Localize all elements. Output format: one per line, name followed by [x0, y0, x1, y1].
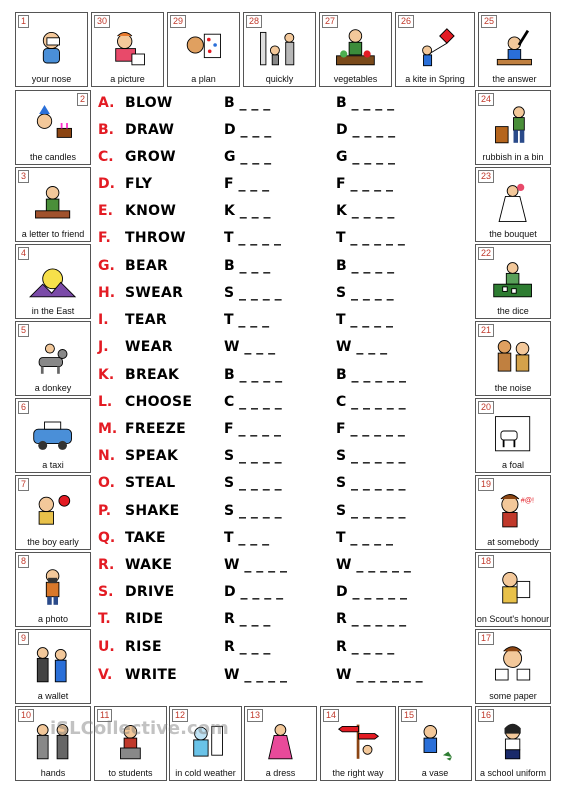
past-participle-blank: F _ _ _ _	[336, 176, 394, 192]
past-simple-blank: B _ _ _	[224, 258, 271, 274]
verb-letter: R.	[98, 557, 115, 573]
verb-base: RISE	[125, 639, 162, 655]
draw-plan-illustration	[175, 27, 232, 72]
picture-card-6	[15, 398, 91, 473]
verb-base: WRITE	[125, 667, 178, 683]
swear-at-somebody-illustration	[483, 490, 542, 535]
grow-quickly-illustration	[251, 27, 308, 72]
past-participle-blank: W _ _ _ _ _ _	[336, 667, 423, 683]
card-caption: in cold weather	[175, 768, 236, 778]
verb-letter: U.	[98, 639, 115, 655]
past-simple-blank: R _ _ _	[224, 639, 271, 655]
card-number: 16	[478, 709, 494, 722]
scout-honour-illustration	[483, 567, 542, 612]
verb-base: RIDE	[125, 611, 164, 627]
ride-donkey-illustration	[23, 336, 82, 381]
verb-letter: O.	[98, 475, 115, 491]
past-participle-blank: D _ _ _ _ _	[336, 584, 407, 600]
past-simple-blank: T _ _ _	[224, 312, 270, 328]
card-caption: quickly	[265, 74, 294, 84]
blow-candles-illustration	[23, 105, 82, 150]
card-caption: to students	[108, 768, 153, 778]
past-participle-blank: B _ _ _ _	[336, 258, 395, 274]
card-number: 29	[170, 15, 186, 28]
picture-card-13	[244, 706, 317, 781]
picture-card-25	[478, 12, 551, 87]
verb-base: TEAR	[125, 312, 167, 328]
card-number: 1	[18, 15, 29, 28]
break-vase-illustration	[406, 721, 464, 766]
verb-letter: C.	[98, 149, 114, 165]
card-number: 7	[18, 478, 29, 491]
verb-base: FLY	[125, 176, 153, 192]
verb-letter: B.	[98, 122, 114, 138]
throw-bouquet-illustration	[483, 182, 542, 227]
card-number: 4	[18, 247, 29, 260]
choose-dress-illustration	[252, 721, 309, 766]
card-caption: a vase	[421, 768, 449, 778]
verb-letter: V.	[98, 667, 113, 683]
verb-row	[98, 421, 468, 441]
past-participle-blank: B _ _ _ _	[336, 95, 395, 111]
picture-card-27	[319, 12, 392, 87]
card-caption: a wallet	[37, 691, 69, 701]
past-participle-blank: T _ _ _ _	[336, 312, 394, 328]
past-simple-blank: K _ _ _	[224, 203, 271, 219]
verb-row	[98, 448, 468, 468]
verb-row	[98, 394, 468, 414]
picture-card-8	[15, 552, 91, 627]
card-number: 26	[398, 15, 414, 28]
picture-card-29	[167, 12, 240, 87]
verb-row	[98, 122, 468, 142]
verb-base: SPEAK	[125, 448, 179, 464]
past-simple-blank: T _ _ _ _	[224, 230, 282, 246]
past-simple-blank: D _ _ _	[224, 122, 272, 138]
past-simple-blank: W _ _ _	[224, 339, 276, 355]
card-caption: the noise	[494, 383, 532, 393]
picture-card-16	[475, 706, 551, 781]
card-number: 10	[18, 709, 34, 722]
shake-dice-illustration	[483, 259, 542, 304]
past-participle-blank: C _ _ _ _ _	[336, 394, 406, 410]
card-number: 12	[172, 709, 188, 722]
picture-card-7	[15, 475, 91, 550]
card-caption: a dress	[265, 768, 296, 778]
past-simple-blank: W _ _ _ _	[224, 667, 287, 683]
past-simple-blank: R _ _ _	[224, 611, 271, 627]
card-caption: a picture	[110, 74, 145, 84]
past-participle-blank: R _ _ _ _	[336, 639, 395, 655]
card-number: 18	[478, 555, 494, 568]
card-number: 14	[323, 709, 339, 722]
card-caption: in the East	[31, 306, 75, 316]
wear-uniform-illustration	[483, 721, 542, 766]
verb-base: WEAR	[125, 339, 173, 355]
drive-taxi-illustration	[23, 413, 82, 458]
picture-card-19	[475, 475, 551, 550]
verb-row	[98, 339, 468, 359]
card-caption: some paper	[489, 691, 537, 701]
verb-row	[98, 258, 468, 278]
picture-card-2	[15, 90, 91, 165]
verb-row	[98, 95, 468, 115]
verb-letter: J.	[98, 339, 109, 355]
card-number: 30	[94, 15, 110, 28]
choose-right-way-illustration	[328, 721, 387, 766]
past-simple-blank: T _ _ _	[224, 530, 270, 546]
card-number: 20	[478, 401, 494, 414]
picture-card-3	[15, 167, 91, 242]
card-number: 2	[77, 93, 88, 106]
past-simple-blank: G _ _ _	[224, 149, 272, 165]
take-photo-illustration	[23, 567, 82, 612]
sunrise-illustration	[23, 259, 82, 304]
past-simple-blank: C _ _ _ _	[224, 394, 282, 410]
card-caption: a foal	[501, 460, 525, 470]
svg-text:#@!: #@!	[521, 495, 535, 505]
throw-rubbish-illustration	[483, 105, 542, 150]
verb-row	[98, 557, 468, 577]
card-number: 19	[478, 478, 494, 491]
past-participle-blank: S _ _ _ _ _	[336, 503, 406, 519]
card-caption: the dice	[497, 306, 529, 316]
verb-letter: G.	[98, 258, 115, 274]
card-caption: on Scout's honour	[476, 614, 550, 624]
watermark: iSLCollective.com	[50, 718, 229, 739]
picture-card-24	[475, 90, 551, 165]
verb-base: CHOOSE	[125, 394, 193, 410]
verb-base: FREEZE	[125, 421, 186, 437]
past-participle-blank: T _ _ _ _ _	[336, 230, 405, 246]
past-participle-blank: S _ _ _ _ _	[336, 475, 406, 491]
verb-letter: F.	[98, 230, 111, 246]
verb-row	[98, 285, 468, 305]
verb-row	[98, 639, 468, 659]
past-simple-blank: W _ _ _ _	[224, 557, 287, 573]
verb-row	[98, 611, 468, 631]
past-participle-blank: K _ _ _ _	[336, 203, 395, 219]
picture-card-30	[91, 12, 164, 87]
past-participle-blank: B _ _ _ _ _	[336, 367, 407, 383]
card-number: 6	[18, 401, 29, 414]
card-number: 17	[478, 632, 494, 645]
know-answer-illustration	[486, 27, 543, 72]
card-caption: vegetables	[333, 74, 378, 84]
verb-row	[98, 230, 468, 250]
tear-paper-illustration	[483, 644, 542, 689]
past-simple-blank: B _ _ _	[224, 95, 271, 111]
card-number: 24	[478, 93, 494, 106]
verb-row	[98, 149, 468, 169]
past-participle-blank: F _ _ _ _ _	[336, 421, 405, 437]
picture-card-28	[243, 12, 316, 87]
past-simple-blank: B _ _ _ _	[224, 367, 283, 383]
verb-row	[98, 312, 468, 332]
write-letter-illustration	[23, 182, 82, 227]
picture-card-20	[475, 398, 551, 473]
card-caption: a donkey	[34, 383, 72, 393]
verb-letter: A.	[98, 95, 115, 111]
verb-letter: P.	[98, 503, 112, 519]
verb-base: DRIVE	[125, 584, 175, 600]
past-participle-blank: R _ _ _ _ _	[336, 611, 407, 627]
verb-row	[98, 475, 468, 495]
fly-kite-illustration	[404, 27, 466, 72]
card-caption: at somebody	[487, 537, 539, 547]
verb-base: SWEAR	[125, 285, 184, 301]
verb-row	[98, 367, 468, 387]
card-number: 13	[247, 709, 263, 722]
card-number: 9	[18, 632, 29, 645]
verb-letter: S.	[98, 584, 114, 600]
verb-base: GROW	[125, 149, 176, 165]
card-number: 28	[246, 15, 262, 28]
past-simple-blank: S _ _ _ _	[224, 285, 282, 301]
past-simple-blank: F _ _ _ _	[224, 421, 282, 437]
card-number: 5	[18, 324, 29, 337]
card-number: 21	[478, 324, 494, 337]
verb-base: WAKE	[125, 557, 173, 573]
past-simple-blank: S _ _ _ _	[224, 503, 282, 519]
card-caption: the boy early	[27, 537, 79, 547]
past-simple-blank: F _ _ _	[224, 176, 270, 192]
picture-card-18	[475, 552, 551, 627]
picture-card-23	[475, 167, 551, 242]
verb-base: BLOW	[125, 95, 173, 111]
card-caption: a kite in Spring	[405, 74, 465, 84]
card-caption: the answer	[492, 74, 537, 84]
draw-picture-illustration	[99, 27, 156, 72]
verb-letter: D.	[98, 176, 115, 192]
verb-base: KNOW	[125, 203, 177, 219]
verb-letter: N.	[98, 448, 116, 464]
past-participle-blank: T _ _ _ _	[336, 530, 394, 546]
card-caption: the right way	[332, 768, 384, 778]
card-number: 25	[481, 15, 497, 28]
past-participle-blank: W _ _ _	[336, 339, 388, 355]
past-participle-blank: S _ _ _ _	[336, 285, 394, 301]
card-number: 23	[478, 170, 494, 183]
card-caption: a letter to friend	[21, 229, 85, 239]
verb-letter: K.	[98, 367, 115, 383]
picture-card-1	[15, 12, 88, 87]
card-caption: the candles	[29, 152, 77, 162]
picture-card-22	[475, 244, 551, 319]
card-caption: a photo	[37, 614, 69, 624]
past-participle-blank: G _ _ _ _	[336, 149, 395, 165]
verb-letter: H.	[98, 285, 116, 301]
card-caption: a plan	[191, 74, 216, 84]
grow-vegetables-illustration	[327, 27, 384, 72]
card-number: 15	[401, 709, 417, 722]
card-caption: hands	[40, 768, 66, 778]
picture-card-14	[320, 706, 396, 781]
verb-base: SHAKE	[125, 503, 180, 519]
card-caption: your nose	[31, 74, 72, 84]
blow-nose-illustration	[23, 27, 80, 72]
verb-base: BREAK	[125, 367, 180, 383]
picture-card-21	[475, 321, 551, 396]
verb-letter: E.	[98, 203, 113, 219]
card-number: 3	[18, 170, 29, 183]
picture-card-17	[475, 629, 551, 704]
picture-card-5	[15, 321, 91, 396]
picture-card-9	[15, 629, 91, 704]
verb-base: TAKE	[125, 530, 166, 546]
verb-row	[98, 176, 468, 196]
card-caption: a taxi	[42, 460, 64, 470]
verb-row	[98, 203, 468, 223]
verb-row	[98, 530, 468, 550]
verb-letter: T.	[98, 611, 111, 627]
picture-card-15	[398, 706, 472, 781]
verb-base: STEAL	[125, 475, 176, 491]
verb-base: DRAW	[125, 122, 175, 138]
picture-card-4	[15, 244, 91, 319]
card-caption: rubbish in a bin	[482, 152, 544, 162]
card-caption: a school uniform	[479, 768, 547, 778]
verb-row	[98, 667, 468, 687]
card-number: 8	[18, 555, 29, 568]
wake-boy-illustration	[23, 490, 82, 535]
past-participle-blank: S _ _ _ _ _	[336, 448, 406, 464]
verb-letter: Q.	[98, 530, 116, 546]
steal-wallet-illustration	[23, 644, 82, 689]
card-caption: the bouquet	[489, 229, 537, 239]
card-number: 22	[478, 247, 494, 260]
past-participle-blank: D _ _ _ _	[336, 122, 396, 138]
verb-row	[98, 584, 468, 604]
verb-letter: I.	[98, 312, 109, 328]
verb-base: THROW	[125, 230, 186, 246]
bear-noise-illustration	[483, 336, 542, 381]
past-simple-blank: D _ _ _ _	[224, 584, 284, 600]
verb-letter: M.	[98, 421, 118, 437]
past-simple-blank: S _ _ _ _	[224, 475, 282, 491]
verb-letter: L.	[98, 394, 113, 410]
past-simple-blank: S _ _ _ _	[224, 448, 282, 464]
past-participle-blank: W _ _ _ _ _	[336, 557, 411, 573]
verb-base: BEAR	[125, 258, 169, 274]
verb-row	[98, 503, 468, 523]
bear-foal-illustration	[483, 413, 542, 458]
card-number: 11	[97, 709, 112, 722]
card-number: 27	[322, 15, 338, 28]
picture-card-26	[395, 12, 475, 87]
